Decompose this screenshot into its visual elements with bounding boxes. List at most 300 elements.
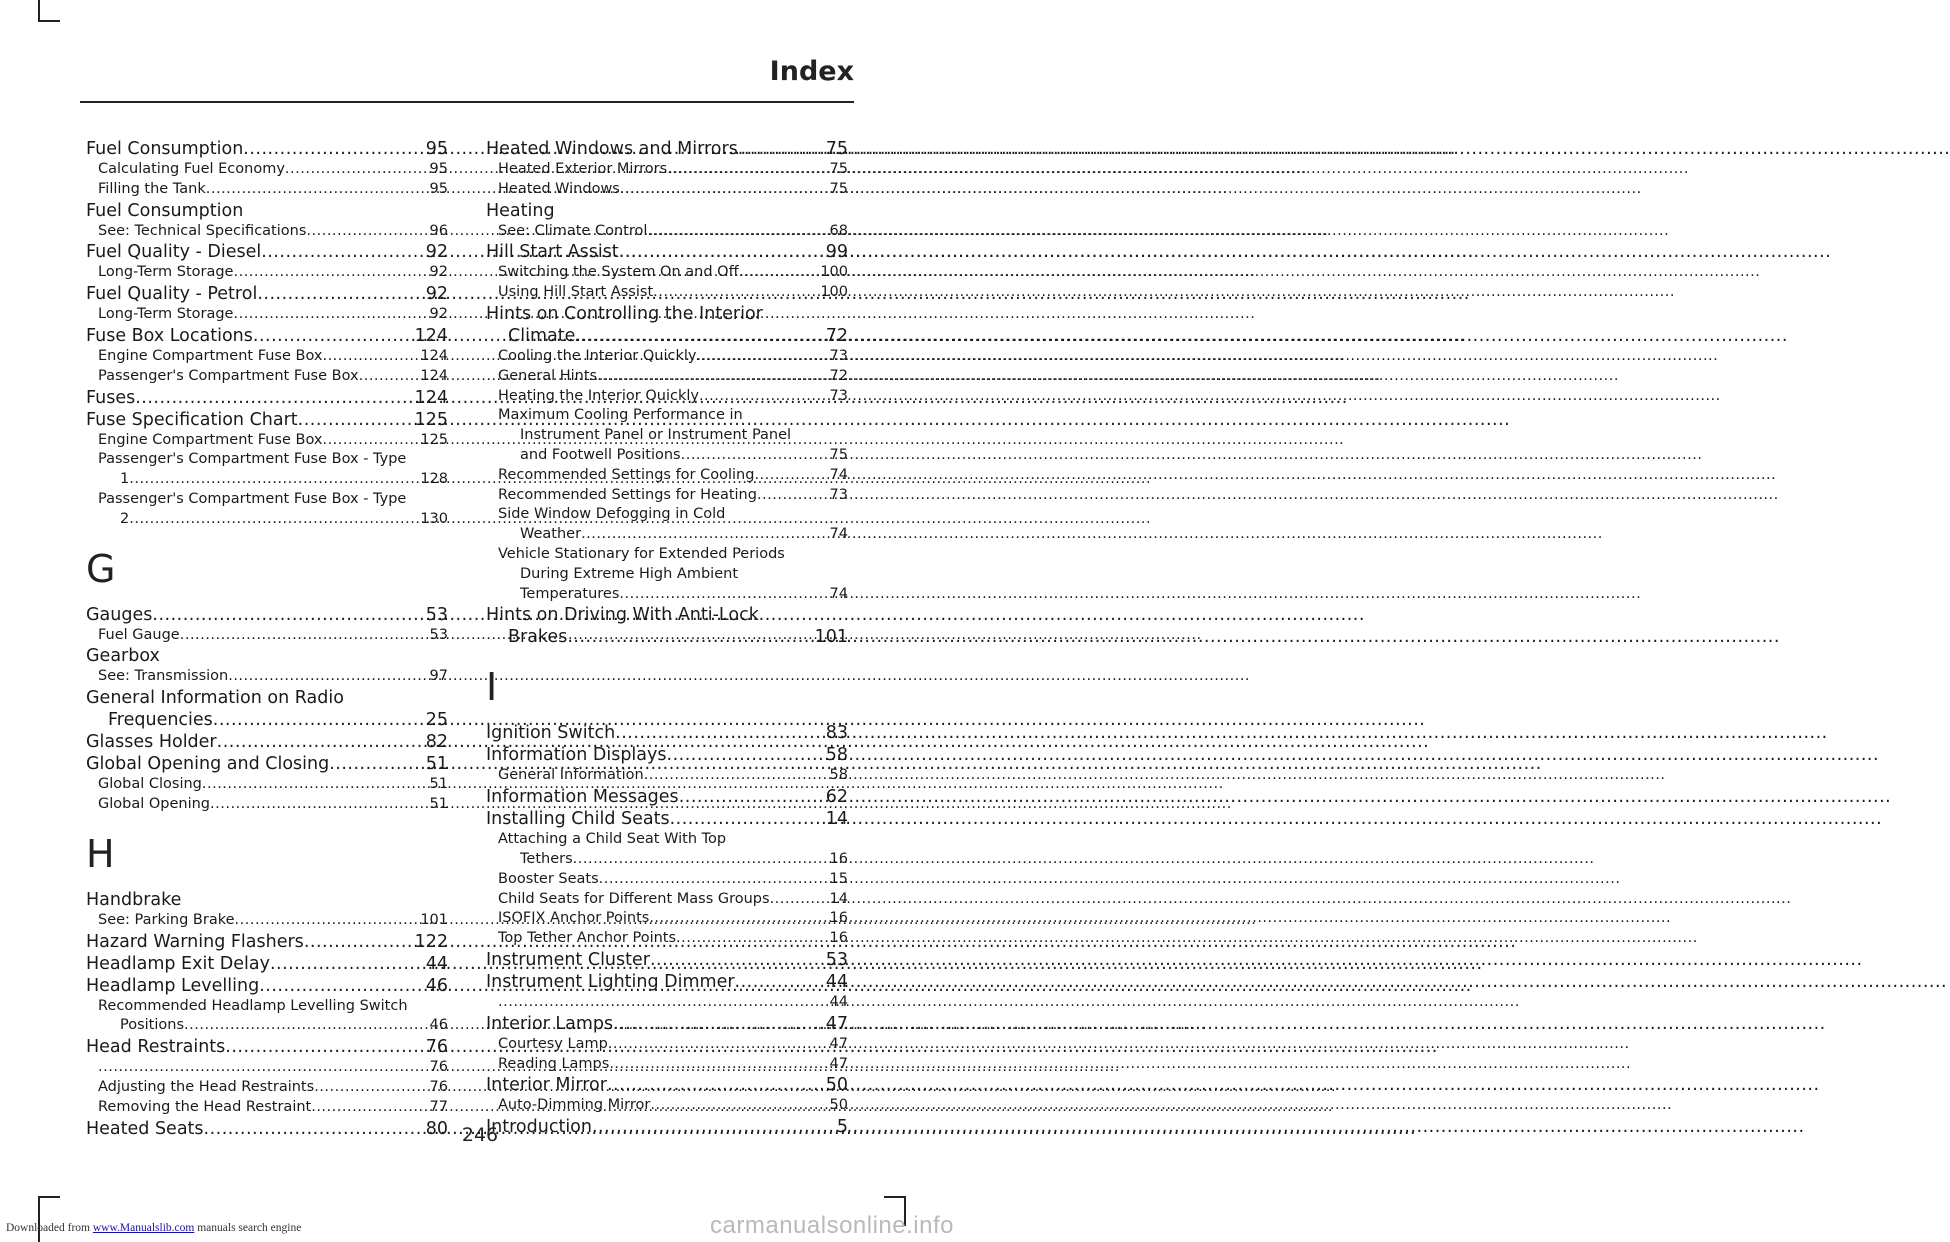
leader-dots bbox=[676, 929, 830, 949]
crop-mark-bottom-right bbox=[884, 1196, 906, 1198]
page-reference[interactable]: 124 bbox=[414, 387, 448, 408]
entry-line bbox=[498, 585, 848, 605]
entry-line bbox=[98, 667, 448, 687]
index-subentry bbox=[486, 160, 848, 180]
crop-mark-bottom-left bbox=[38, 1196, 40, 1242]
entry-line bbox=[86, 709, 448, 731]
page-reference[interactable]: 46 bbox=[429, 1017, 448, 1034]
watermark: carmanualsonline.info bbox=[710, 1212, 954, 1239]
page-reference[interactable]: 99 bbox=[825, 242, 848, 263]
footer-suffix: manuals search engine bbox=[194, 1222, 302, 1234]
entry-line bbox=[498, 929, 848, 949]
leader-dots bbox=[314, 1078, 429, 1098]
entry-text: Auto-Dimming Mirror bbox=[498, 1097, 651, 1114]
page-reference[interactable]: 124 bbox=[420, 367, 448, 384]
leader-dots bbox=[757, 486, 830, 506]
entry-line bbox=[498, 525, 848, 545]
page-reference[interactable]: 25 bbox=[425, 710, 448, 731]
page-reference[interactable]: 46 bbox=[425, 975, 448, 996]
index-entry bbox=[486, 138, 848, 160]
leader-dots bbox=[620, 180, 830, 200]
index-entry bbox=[86, 138, 448, 160]
leader-dots bbox=[329, 753, 426, 775]
page-reference[interactable]: 95 bbox=[429, 180, 448, 197]
leader-dots bbox=[599, 870, 830, 890]
page-reference[interactable]: 95 bbox=[429, 161, 448, 177]
entry-text: Adjusting the Head Restraints bbox=[98, 1078, 315, 1095]
leader-dots bbox=[597, 367, 829, 387]
entry-text: 2 bbox=[120, 510, 130, 527]
entry-text: Gauges bbox=[86, 604, 153, 625]
leader-dots bbox=[738, 138, 826, 160]
leader-dots bbox=[615, 722, 826, 744]
page-reference[interactable]: 75 bbox=[829, 161, 848, 177]
index-subentry bbox=[486, 406, 848, 465]
entry-text: Courtesy Lamp bbox=[498, 1035, 608, 1052]
leader-dots bbox=[217, 731, 426, 753]
index-entry bbox=[86, 975, 448, 997]
page-reference[interactable]: 62 bbox=[825, 787, 848, 808]
leader-dots bbox=[679, 786, 826, 808]
entry-text: Glasses Holder bbox=[86, 732, 217, 753]
leader-dots bbox=[739, 263, 821, 283]
entry-text: Ignition Switch bbox=[486, 723, 616, 744]
page-reference[interactable]: 83 bbox=[825, 723, 848, 744]
entry-text: Switching the System On and Off bbox=[498, 264, 739, 281]
page-reference[interactable]: 97 bbox=[429, 668, 448, 685]
entry-line bbox=[98, 1078, 448, 1098]
entry-line bbox=[498, 180, 848, 200]
entry-text: Hints on Driving With Anti-Lock bbox=[486, 605, 759, 626]
index-subentry bbox=[86, 775, 448, 795]
entry-text: Hill Start Assist bbox=[486, 242, 619, 263]
index-entry bbox=[86, 889, 448, 911]
entry-text: Passenger's Compartment Fuse Box - Type bbox=[98, 490, 407, 507]
entry-line bbox=[86, 953, 448, 975]
entry-line bbox=[486, 138, 848, 160]
page-reference[interactable]: 100 bbox=[820, 264, 848, 281]
page-reference[interactable]: 47 bbox=[829, 1035, 848, 1052]
entry-line bbox=[486, 808, 848, 830]
leader-dots bbox=[228, 667, 429, 687]
leader-dots bbox=[225, 1036, 425, 1058]
entry-line bbox=[98, 1058, 448, 1078]
page-reference[interactable]: 124 bbox=[420, 347, 448, 364]
index-subentry bbox=[86, 367, 448, 387]
entry-text: Brakes bbox=[508, 627, 568, 648]
page-reference[interactable]: 125 bbox=[420, 431, 448, 448]
leader-dots bbox=[607, 1074, 826, 1096]
section-letter: I bbox=[486, 665, 498, 710]
index-subentry bbox=[86, 263, 448, 283]
leader-dots bbox=[259, 975, 426, 997]
entry-text: Recommended Settings for Heating bbox=[498, 486, 757, 503]
page-reference[interactable]: 92 bbox=[429, 306, 448, 323]
page-reference[interactable]: 58 bbox=[829, 767, 848, 784]
entry-line bbox=[486, 626, 848, 648]
index-subentry bbox=[486, 1096, 848, 1116]
page-reference[interactable]: 73 bbox=[829, 347, 848, 364]
page-reference[interactable]: 44 bbox=[829, 993, 848, 1010]
page-reference[interactable]: 130 bbox=[420, 510, 448, 527]
index-entry bbox=[86, 325, 448, 347]
leader-dots bbox=[285, 160, 430, 180]
index-subentry bbox=[486, 545, 848, 604]
page-reference[interactable]: 92 bbox=[425, 284, 448, 305]
page-reference[interactable]: 128 bbox=[420, 471, 448, 488]
page-reference[interactable]: 72 bbox=[825, 325, 848, 346]
page-reference[interactable]: 124 bbox=[414, 325, 448, 346]
index-entry bbox=[86, 931, 448, 953]
entry-text: Recommended Settings for Cooling bbox=[498, 466, 755, 483]
entry-text: Gearbox bbox=[86, 646, 160, 667]
entry-text: Maximum Cooling Performance in bbox=[498, 407, 743, 424]
entry-text: Long-Term Storage bbox=[98, 306, 234, 323]
page-reference[interactable]: 74 bbox=[829, 466, 848, 483]
title-divider bbox=[80, 101, 854, 103]
crop-mark-top-left bbox=[38, 20, 60, 22]
index-entry bbox=[86, 604, 448, 626]
entry-text: Cooling the Interior Quickly bbox=[498, 347, 697, 364]
index-subentry bbox=[486, 283, 848, 303]
page-reference[interactable]: 16 bbox=[829, 930, 848, 947]
page-reference[interactable]: 73 bbox=[829, 486, 848, 503]
entry-text: Weather bbox=[520, 526, 582, 543]
leader-dots bbox=[180, 626, 430, 646]
entry-line bbox=[98, 222, 448, 242]
index-subentry bbox=[486, 1035, 848, 1055]
entry-line bbox=[498, 850, 848, 870]
index-subentry bbox=[86, 667, 448, 687]
page-reference[interactable]: 74 bbox=[829, 526, 848, 543]
entry-line bbox=[98, 795, 448, 815]
index-subentry bbox=[486, 486, 848, 506]
entry-line bbox=[498, 222, 848, 242]
index-subentry bbox=[486, 909, 848, 929]
entry-line bbox=[498, 283, 848, 303]
leader-dots bbox=[235, 911, 421, 931]
entry-line bbox=[86, 241, 448, 263]
entry-line bbox=[86, 1036, 448, 1058]
entry-line bbox=[486, 744, 848, 766]
entry-line bbox=[86, 604, 448, 626]
page-reference[interactable]: 122 bbox=[414, 931, 448, 952]
entry-line bbox=[98, 180, 448, 200]
index-subentry bbox=[86, 1098, 448, 1118]
leader-dots bbox=[322, 431, 420, 451]
entry-text: Passenger's Compartment Fuse Box bbox=[98, 367, 359, 384]
leader-dots bbox=[608, 1035, 830, 1055]
entry-text: Fuses bbox=[86, 387, 136, 408]
leader-dots bbox=[304, 931, 415, 953]
page-reference[interactable]: 92 bbox=[429, 264, 448, 281]
index-column-right bbox=[486, 138, 848, 1138]
leader-dots bbox=[202, 775, 430, 795]
entry-line bbox=[486, 1074, 848, 1096]
page-reference[interactable]: 96 bbox=[429, 222, 448, 239]
entry-text: Reading Lamps bbox=[498, 1055, 610, 1072]
page-title: Index bbox=[769, 56, 854, 87]
page-reference[interactable]: 5 bbox=[836, 1117, 848, 1138]
page-number: 246 bbox=[461, 1124, 499, 1146]
page-reference[interactable]: 50 bbox=[825, 1075, 848, 1096]
index-entry bbox=[486, 971, 848, 993]
index-subentry bbox=[486, 347, 848, 367]
leader-dots bbox=[650, 1096, 829, 1116]
index-entry bbox=[86, 731, 448, 753]
page-reference[interactable]: 16 bbox=[829, 850, 848, 867]
section-letter: H bbox=[86, 831, 115, 876]
entry-text: Child Seats for Different Mass Groups bbox=[498, 890, 770, 907]
page-reference[interactable]: 44 bbox=[825, 971, 848, 992]
entry-text: Handbrake bbox=[86, 889, 182, 910]
entry-text: Installing Child Seats bbox=[486, 809, 670, 830]
entry-text: Long-Term Storage bbox=[98, 264, 234, 281]
entry-text: Frequencies bbox=[108, 710, 213, 731]
entry-text: Temperatures bbox=[520, 585, 620, 602]
entry-text: Fuse Box Locations bbox=[86, 325, 253, 346]
page-reference[interactable]: 53 bbox=[425, 604, 448, 625]
page-reference[interactable]: 76 bbox=[425, 1037, 448, 1058]
index-entry bbox=[86, 953, 448, 975]
index-entry bbox=[486, 200, 848, 222]
index-entry bbox=[86, 753, 448, 775]
entry-line bbox=[98, 367, 448, 387]
page-reference[interactable]: 50 bbox=[829, 1097, 848, 1114]
entry-text: Heating the Interior Quickly bbox=[498, 387, 699, 404]
entry-text: Instrument Cluster bbox=[486, 949, 650, 970]
entry-text: Engine Compartment Fuse Box bbox=[98, 347, 323, 364]
entry-text: Fuse Specification Chart bbox=[86, 409, 298, 430]
page-reference[interactable]: 51 bbox=[429, 776, 448, 793]
entry-line bbox=[86, 325, 448, 347]
index-entry bbox=[486, 604, 848, 648]
page-reference[interactable]: 76 bbox=[429, 1078, 448, 1095]
leader-dots bbox=[261, 241, 426, 263]
page-reference[interactable]: 74 bbox=[829, 585, 848, 602]
leader-dots bbox=[567, 626, 814, 648]
page-reference[interactable]: 14 bbox=[829, 890, 848, 907]
entry-line bbox=[498, 446, 848, 466]
leader-dots bbox=[184, 1016, 430, 1036]
index-subentry bbox=[486, 1055, 848, 1075]
entry-line bbox=[98, 1098, 448, 1118]
index-entry bbox=[86, 387, 448, 409]
index-subentry bbox=[86, 997, 448, 1037]
leader-dots bbox=[575, 325, 825, 347]
entry-text: 1 bbox=[120, 471, 130, 488]
entry-line bbox=[98, 431, 448, 451]
index-entry bbox=[86, 241, 448, 263]
page-reference[interactable]: 47 bbox=[829, 1055, 848, 1072]
page-reference[interactable]: 75 bbox=[825, 139, 848, 159]
page-reference[interactable]: 53 bbox=[825, 949, 848, 970]
entry-line bbox=[86, 731, 448, 753]
index-entry bbox=[86, 200, 448, 222]
entry-text: Fuel Gauge bbox=[98, 626, 180, 643]
entry-text: See: Parking Brake bbox=[98, 911, 235, 928]
entry-line bbox=[98, 510, 448, 530]
page-reference[interactable]: 44 bbox=[425, 953, 448, 974]
leader-dots bbox=[206, 180, 430, 200]
entry-line bbox=[498, 1055, 848, 1075]
entry-text: General Information bbox=[498, 767, 644, 784]
entry-text: Fuel Quality - Petrol bbox=[86, 284, 258, 305]
index-entry bbox=[486, 303, 848, 347]
entry-line bbox=[86, 975, 448, 997]
leader-dots bbox=[699, 387, 830, 407]
entry-line bbox=[498, 909, 848, 929]
page-reference[interactable]: 14 bbox=[825, 809, 848, 830]
page-reference[interactable]: 16 bbox=[829, 910, 848, 927]
leader-dots bbox=[644, 766, 830, 786]
page-reference[interactable]: 101 bbox=[814, 627, 848, 648]
entry-line bbox=[486, 241, 848, 263]
leader-dots bbox=[619, 241, 826, 263]
index-entry bbox=[486, 722, 848, 744]
crop-mark-top-left bbox=[38, 0, 40, 22]
index-subentry bbox=[86, 490, 448, 530]
page-reference[interactable]: 76 bbox=[429, 1059, 448, 1076]
leader-dots bbox=[311, 1098, 429, 1118]
page-reference[interactable]: 53 bbox=[429, 626, 448, 643]
leader-dots bbox=[253, 325, 415, 347]
index-subentry bbox=[86, 305, 448, 325]
entry-line bbox=[498, 367, 848, 387]
entry-text: Headlamp Levelling bbox=[86, 975, 260, 996]
leader-dots bbox=[670, 808, 826, 830]
entry-line bbox=[98, 263, 448, 283]
page-reference[interactable]: 100 bbox=[820, 284, 848, 301]
page-reference[interactable]: 75 bbox=[829, 446, 848, 463]
entry-text: Positions bbox=[120, 1017, 185, 1034]
entry-text: Tethers bbox=[520, 850, 573, 867]
entry-line bbox=[98, 305, 448, 325]
entry-text: See: Climate Control bbox=[498, 222, 648, 239]
leader-dots bbox=[754, 466, 829, 486]
leader-dots bbox=[681, 446, 830, 466]
leader-dots bbox=[270, 953, 426, 975]
page-reference[interactable]: 92 bbox=[425, 242, 448, 263]
index-subentry bbox=[86, 626, 448, 646]
index-entry bbox=[486, 1013, 848, 1035]
page-reference[interactable]: 15 bbox=[829, 870, 848, 887]
page-reference[interactable]: 58 bbox=[825, 745, 848, 766]
leader-dots bbox=[129, 510, 420, 530]
entry-text: Head Restraints bbox=[86, 1037, 226, 1058]
entry-line bbox=[498, 993, 848, 1013]
entry-line bbox=[98, 911, 448, 931]
index-entry bbox=[486, 786, 848, 808]
leader-dots bbox=[735, 971, 826, 993]
index-subentry bbox=[86, 911, 448, 931]
entry-line bbox=[98, 775, 448, 795]
entry-line bbox=[498, 1096, 848, 1116]
index-subentry bbox=[86, 347, 448, 367]
entry-text: Information Messages bbox=[486, 787, 679, 808]
index-subentry bbox=[486, 367, 848, 387]
manualslib-link[interactable]: www.Manualslib.com bbox=[92, 1222, 195, 1234]
leader-dots bbox=[152, 604, 425, 626]
page-reference[interactable]: 125 bbox=[414, 409, 448, 430]
entry-text: Fuel Quality - Diesel bbox=[86, 242, 262, 263]
page-reference[interactable]: 47 bbox=[825, 1013, 848, 1034]
entry-text: Removing the Head Restraint bbox=[98, 1098, 312, 1115]
entry-line bbox=[498, 486, 848, 506]
entry-text: Interior Lamps bbox=[486, 1013, 614, 1034]
leader-dots bbox=[667, 744, 826, 766]
index-subentry bbox=[486, 180, 848, 200]
leader-dots bbox=[298, 409, 415, 431]
leader-dots bbox=[498, 993, 830, 1013]
page-reference[interactable]: 72 bbox=[829, 367, 848, 384]
leader-dots bbox=[135, 387, 414, 409]
entry-text: Interior Mirror bbox=[486, 1075, 607, 1096]
entry-text: During Extreme High Ambient bbox=[520, 565, 739, 582]
entry-text: Introduction bbox=[486, 1117, 592, 1138]
entry-line bbox=[498, 870, 848, 890]
entry-text: General Hints bbox=[498, 367, 598, 384]
entry-text: Heating bbox=[486, 200, 555, 221]
index-entry bbox=[86, 1036, 448, 1058]
entry-text: Fuel Consumption bbox=[86, 200, 244, 221]
entry-line bbox=[86, 283, 448, 305]
entry-line bbox=[498, 890, 848, 910]
entry-text: See: Transmission bbox=[98, 668, 229, 685]
leader-dots bbox=[306, 222, 429, 242]
entry-line bbox=[86, 409, 448, 431]
download-footer bbox=[6, 1222, 301, 1234]
entry-line bbox=[498, 160, 848, 180]
index-subentry bbox=[486, 466, 848, 486]
leader-dots bbox=[613, 1013, 826, 1035]
page-reference[interactable]: 51 bbox=[425, 754, 448, 775]
index-subentry bbox=[86, 450, 448, 490]
leader-dots bbox=[650, 949, 826, 971]
leader-dots bbox=[210, 795, 430, 815]
index-subentry bbox=[486, 222, 848, 242]
leader-dots bbox=[649, 909, 829, 929]
index-entry bbox=[486, 949, 848, 971]
entry-text: and Footwell Positions bbox=[520, 446, 681, 463]
page-reference[interactable]: 95 bbox=[425, 139, 448, 159]
entry-text: Global Closing bbox=[98, 776, 202, 793]
page-reference[interactable]: 80 bbox=[425, 1118, 448, 1139]
entry-line bbox=[98, 470, 448, 490]
page-reference[interactable]: 51 bbox=[429, 795, 448, 812]
entry-text: Hints on Controlling the Interior bbox=[486, 303, 763, 324]
page-reference[interactable]: 68 bbox=[829, 222, 848, 239]
entry-line bbox=[98, 626, 448, 646]
entry-text: Heated Seats bbox=[86, 1118, 204, 1139]
leader-dots bbox=[98, 1058, 430, 1078]
leader-dots bbox=[359, 367, 421, 387]
index-subentry bbox=[486, 993, 848, 1013]
page-reference[interactable]: 101 bbox=[420, 911, 448, 928]
leader-dots bbox=[257, 283, 425, 305]
page-reference[interactable]: 77 bbox=[429, 1098, 448, 1115]
page-reference[interactable]: 75 bbox=[829, 180, 848, 197]
index-subentry bbox=[86, 1078, 448, 1098]
page-reference[interactable]: 82 bbox=[425, 732, 448, 753]
leader-dots bbox=[609, 1055, 829, 1075]
index-subentry bbox=[486, 870, 848, 890]
index-subentry bbox=[486, 263, 848, 283]
index-subentry bbox=[86, 180, 448, 200]
page-reference[interactable]: 73 bbox=[829, 387, 848, 404]
entry-line bbox=[486, 1013, 848, 1035]
leader-dots bbox=[770, 890, 830, 910]
